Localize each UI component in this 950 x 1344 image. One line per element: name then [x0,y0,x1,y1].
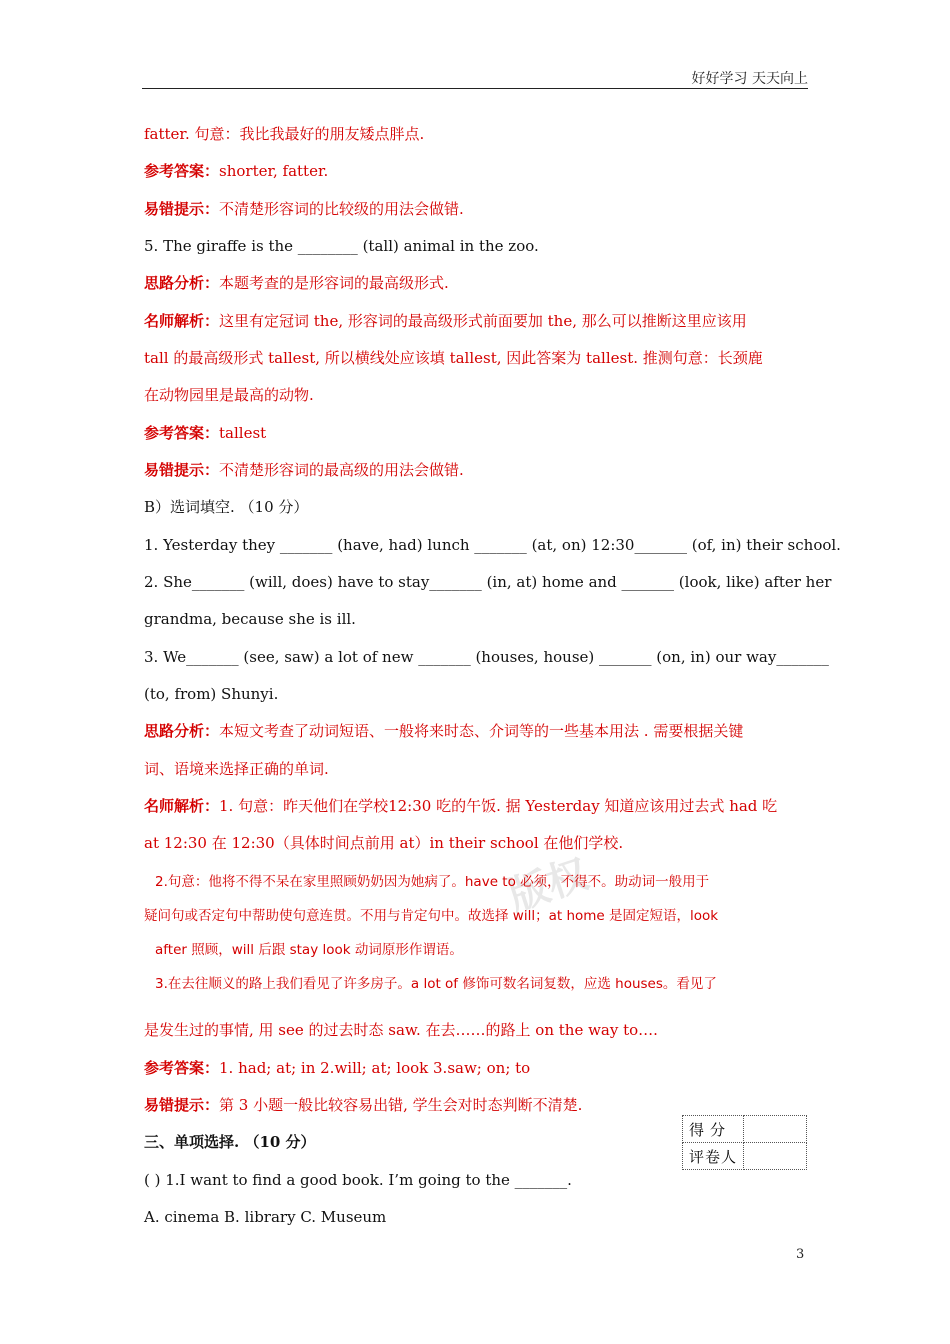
label-answer: 参考答案： [144,1059,220,1077]
question-mc1: ( ) 1.I want to find a good book. I’m going to the _______. [144,1171,572,1189]
explanation-line [144,796,777,816]
answer-line [144,161,328,181]
explanation-cont: 2.句意：他将不得不呆在家里照顾奶奶因为她病了。have to 必须，不得不。助动词一般用于 [155,874,710,890]
section-3-title: 三、单项选择. （10 分） [144,1133,316,1151]
question-5: 5. The giraffe is the ________ (tall) animal in the zoo. [144,237,539,255]
answer-text: 1. had; at; in 2.will; at; look 3.saw; on; to [219,1059,531,1077]
watermark: 版权 [503,851,594,920]
label-analysis: 思路分析： [144,274,220,292]
answer-text: tallest [219,424,267,442]
analysis-line [144,721,743,741]
label-explanation: 名师解析： [144,797,220,815]
header-motto: 好好学习 天天向上 [691,71,808,87]
explanation-line [144,311,747,331]
tip-text: 不清楚形容词的比较级的用法会做错. [219,200,464,218]
answer-line [144,423,266,443]
tip-text: 不清楚形容词的最高级的用法会做错. [219,461,464,479]
explanation-cont: 是发生过的事情, 用 see 的过去时态 saw. 在去……的路上 on the way to…. [144,1021,658,1039]
grader-label: 评卷人 [683,1143,744,1170]
explanation-cont: 在动物园里是最高的动物. [144,386,314,404]
explanation-cont: 3.在去往顺义的路上我们看见了许多房子。a lot of 修饰可数名词复数，应选 houses。看见了 [155,976,717,992]
tip-line [144,199,464,219]
question-b2: 2. She_______ (will, does) have to stay_______ (in, at) home and _______ (look, like) after her [144,573,832,591]
grader-cell [744,1143,807,1170]
label-explanation: 名师解析： [144,312,220,330]
page-header [142,66,808,89]
label-analysis: 思路分析： [144,722,220,740]
answer-line [144,1058,530,1078]
label-answer: 参考答案： [144,424,220,442]
analysis-line [144,273,449,293]
score-table [682,1115,807,1170]
explanation-text: 1. 句意：昨天他们在学校12:30 吃的午饭. 据 Yesterday 知道应该用过去式 had 吃 [219,797,778,815]
explanation-cont: tall 的最高级形式 tallest, 所以横线处应该填 tallest, 因此答案为 tallest. 推测句意：长颈鹿 [144,349,763,367]
label-answer: 参考答案： [144,162,220,180]
score-cell [744,1116,807,1143]
label-tip: 易错提示： [144,200,220,218]
question-mc1-options: A. cinema B. library C. Museum [144,1208,387,1226]
tip-line [144,460,464,480]
question-b3-cont: (to, from) Shunyi. [144,685,279,703]
analysis-text: 本短文考查了动词短语、一般将来时态、介词等的一些基本用法 . 需要根据关键 [219,722,744,740]
explanation-cont: after 照顾，will 后跟 stay look 动词原形作谓语。 [155,942,463,958]
tip-line [144,1095,582,1115]
question-b2-cont: grandma, because she is ill. [144,610,356,628]
section-b-title: B）选词填空. （10 分） [144,498,309,516]
tip-text: 第 3 小题一般比较容易出错, 学生会对时态判断不清楚. [219,1096,583,1114]
score-label: 得分 [683,1116,744,1143]
text-line: fatter. 句意：我比我最好的朋友矮点胖点. [144,125,425,143]
page-number: 3 [796,1247,805,1262]
explanation-text: 这里有定冠词 the, 形容词的最高级形式前面要加 the, 那么可以推断这里应该用 [219,312,747,330]
analysis-cont: 词、语境来选择正确的单词. [144,760,329,778]
explanation-cont: at 12:30 在 12:30（具体时间点前用 at）in their school 在他们学校. [144,834,624,852]
question-b1: 1. Yesterday they _______ (have, had) lunch _______ (at, on) 12:30_______ (of, in) their school. [144,536,841,554]
label-tip: 易错提示： [144,461,220,479]
answer-text: shorter, fatter. [219,162,329,180]
question-b3: 3. We_______ (see, saw) a lot of new _______ (houses, house) _______ (on, in) our way_______ [144,648,829,666]
explanation-cont: 疑问句或否定句中帮助使句意连贯。不用与肯定句中。故选择 will；at home 是固定短语，look [144,908,719,924]
analysis-text: 本题考查的是形容词的最高级形式. [219,274,449,292]
label-tip: 易错提示： [144,1096,220,1114]
